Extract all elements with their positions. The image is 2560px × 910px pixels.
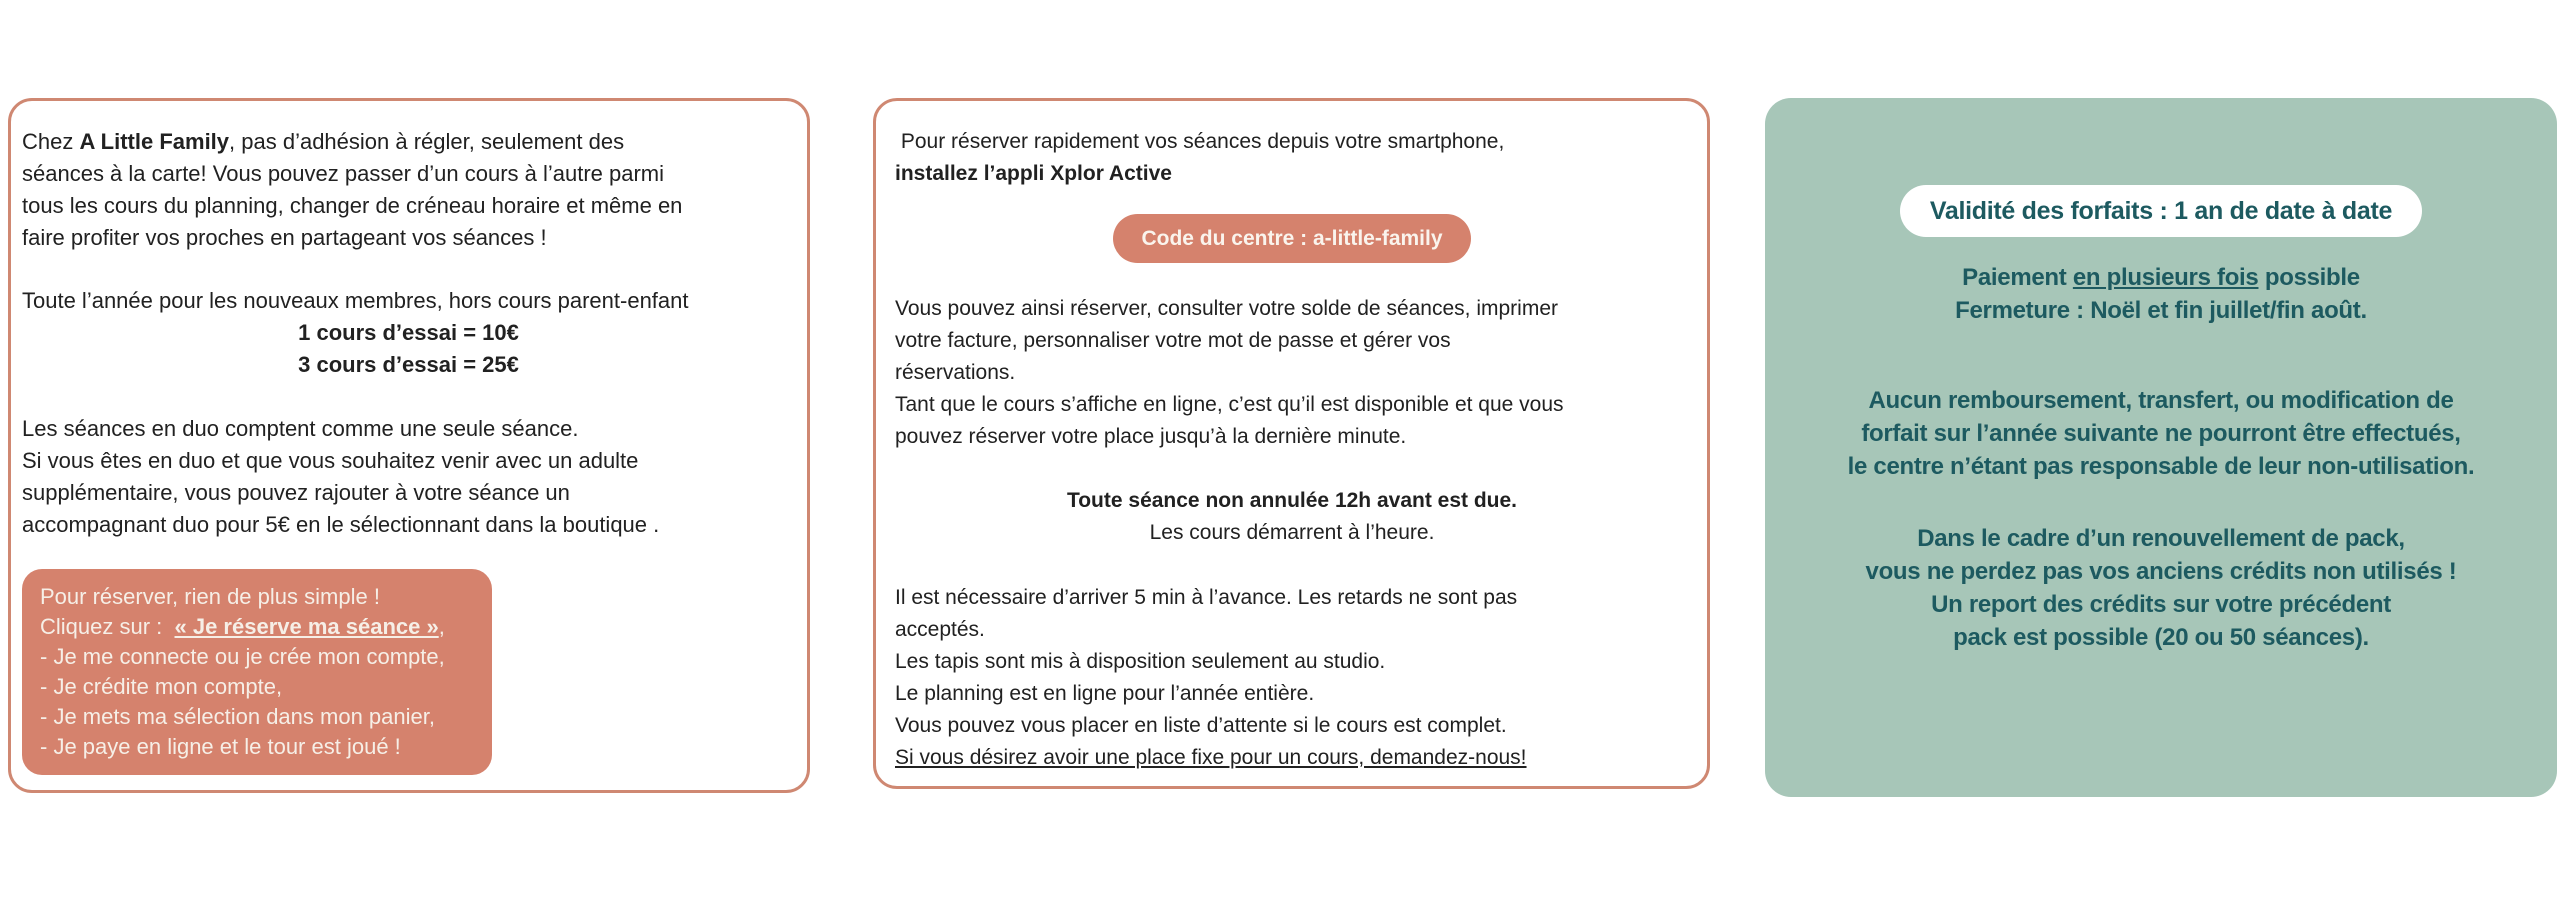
text-line: votre facture, personnaliser votre mot de passe et gérer vos: [895, 329, 1451, 352]
membership-card: [8, 98, 810, 793]
intro-pre: Chez: [22, 129, 80, 154]
text-line: - Je paye en ligne et le tour est joué !: [40, 734, 401, 759]
text-line: séances à la carte! Vous pouvez passer d’un cours à l’autre parmi: [22, 161, 665, 186]
text-line: Si vous êtes en duo et que vous souhaitez venir avec un adulte: [22, 448, 639, 473]
text-line: pack est possible (20 ou 50 séances).: [1953, 624, 2369, 651]
intro-paragraph: [22, 158, 795, 254]
text-line: faire profiter vos proches en partageant vos séances !: [22, 225, 547, 250]
text-line: le centre n’étant pas responsable de leur non-utilisation.: [1847, 453, 2475, 480]
text-line: 3 cours d’essai = 25€: [298, 352, 519, 377]
cancellation-policy: Toute séance non annulée 12h avant est due.: [1066, 489, 1518, 512]
booking-click-line: [40, 612, 474, 642]
closure-line: Fermeture : Noël et fin juillet/fin août.: [1955, 297, 2367, 324]
intro-line: [22, 126, 795, 158]
text-line: 1 cours d’essai = 10€: [298, 320, 519, 345]
text-line: - Je mets ma sélection dans mon panier,: [40, 704, 435, 729]
text-line: Tant que le cours s’affiche en ligne, c’est qu’il est disponible et que vous: [895, 393, 1564, 416]
text-line: - Je me connecte ou je crée mon compte,: [40, 644, 445, 669]
booking-box-title: Pour réserver, rien de plus simple !: [40, 584, 380, 609]
text-line: Dans le cadre d’un renouvellement de pack,: [1917, 525, 2405, 552]
validity-pill: Validité des forfaits : 1 an de date à date: [1900, 185, 2422, 237]
fixed-place-note: Si vous désirez avoir une place fixe pour un cours, demandez-nous!: [895, 746, 1527, 769]
center-code-badge: Code du centre : a-little-family: [1113, 214, 1470, 263]
text-line: Vous pouvez ainsi réserver, consulter votre solde de séances, imprimer: [895, 297, 1558, 320]
click-pre: Cliquez sur :: [40, 614, 175, 639]
duo-paragraph: [22, 413, 795, 541]
payment-line: [1775, 261, 2547, 294]
text-line: - Je crédite mon compte,: [40, 674, 283, 699]
reserve-session-link[interactable]: « Je réserve ma séance »: [174, 614, 439, 639]
text-line: Le planning est en ligne pour l’année entière.: [895, 682, 1315, 705]
payment-pre: Paiement: [1962, 264, 2073, 291]
text-line: forfait sur l’année suivante ne pourront être effectués,: [1861, 420, 2461, 447]
text-line: Les séances en duo comptent comme une seule séance.: [22, 416, 579, 441]
payment-block: [1775, 261, 2547, 327]
text-line: supplémentaire, vous pouvez rajouter à votre séance un: [22, 480, 570, 505]
trial-intro: Toute l’année pour les nouveaux membres, hors cours parent-enfant: [22, 288, 689, 313]
text-line: tous les cours du planning, changer de créneau horaire et même en: [22, 193, 683, 218]
app-features-paragraph: [895, 293, 1689, 453]
trial-prices: [22, 317, 795, 381]
booking-steps: [40, 642, 474, 762]
booking-steps-box: [22, 569, 492, 775]
text-line: accompagnant duo pour 5€ en le sélectionnant dans la boutique .: [22, 512, 660, 537]
click-post: ,: [438, 614, 445, 639]
app-booking-card: [873, 98, 1710, 789]
text-line: Il est nécessaire d’arriver 5 min à l’avance. Les retards ne sont pas: [895, 586, 1518, 609]
text-line: réservations.: [895, 361, 1016, 384]
payment-installments: en plusieurs fois: [2072, 264, 2259, 291]
app-intro-line: Pour réserver rapidement vos séances depuis votre smartphone,: [895, 130, 1505, 153]
text-line: vous ne perdez pas vos anciens crédits non utilisés !: [1865, 558, 2457, 585]
app-name-line: installez l’appli Xplor Active: [895, 162, 1172, 185]
text-line: Les tapis sont mis à disposition seulement au studio.: [895, 650, 1386, 673]
studio-rules-paragraph: [895, 582, 1689, 742]
no-refund-paragraph: [1775, 384, 2547, 483]
renewal-paragraph: [1775, 522, 2547, 654]
payment-post: possible: [2258, 264, 2360, 291]
start-on-time-note: Les cours démarrent à l’heure.: [1149, 521, 1435, 544]
intro-post: , pas d’adhésion à régler, seulement des: [229, 129, 625, 154]
text-line: Aucun remboursement, transfert, ou modification de: [1868, 387, 2454, 414]
text-line: Un report des crédits sur votre précédent: [1931, 591, 2391, 618]
text-line: Vous pouvez vous placer en liste d’attente si le cours est complet.: [895, 714, 1507, 737]
brand-name: A Little Family: [79, 129, 230, 154]
text-line: acceptés.: [895, 618, 985, 641]
validity-card: [1765, 98, 2557, 797]
center-code-row: [895, 214, 1689, 263]
text-line: pouvez réserver votre place jusqu’à la dernière minute.: [895, 425, 1407, 448]
